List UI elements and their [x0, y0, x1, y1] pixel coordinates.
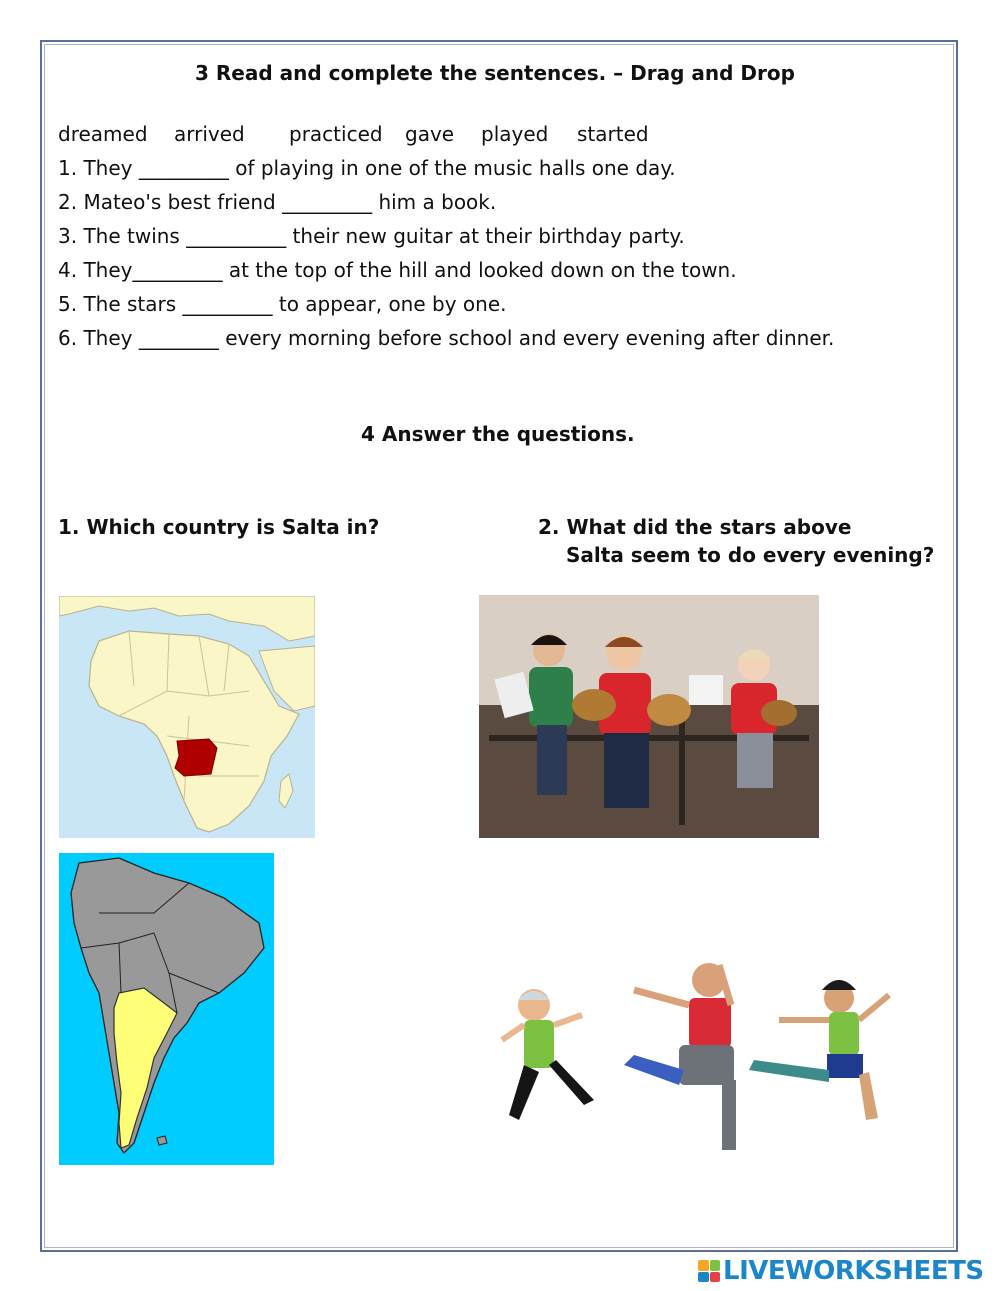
word-option[interactable]: dreamed: [58, 122, 148, 146]
africa-map[interactable]: [59, 596, 315, 838]
sentence-3: 3. The twins __________ their new guitar at their birthday party.: [58, 224, 685, 248]
word-option[interactable]: gave: [405, 122, 455, 146]
dancers-photo-svg: [494, 960, 894, 1166]
sentence-1: 1. They _________ of playing in one of the music halls one day.: [58, 156, 676, 180]
liveworksheets-logo: [698, 1257, 984, 1285]
word-option[interactable]: arrived: [174, 122, 245, 146]
section3-title: 3 Read and complete the sentences. – Drag and Drop: [195, 61, 795, 85]
sentence-4: 4. They_________ at the top of the hill and looked down on the town.: [58, 258, 737, 282]
orchestra-photo-svg: [479, 595, 819, 838]
orchestra-photo[interactable]: [479, 595, 819, 838]
question-2-line1: 2. What did the stars above: [538, 515, 852, 539]
africa-map-svg: [59, 596, 315, 838]
section4-title: 4 Answer the questions.: [361, 422, 635, 446]
logo-mark-icon: [698, 1260, 720, 1282]
question-1: 1. Which country is Salta in?: [58, 515, 380, 539]
sentence-2: 2. Mateo's best friend _________ him a book.: [58, 190, 497, 214]
word-option[interactable]: played: [481, 122, 549, 146]
logo-text: LIVEWORKSHEETS: [723, 1256, 984, 1286]
sentence-5: 5. The stars _________ to appear, one by one.: [58, 292, 507, 316]
south-america-map[interactable]: [59, 853, 274, 1165]
word-option[interactable]: practiced: [289, 122, 383, 146]
south-america-map-svg: [59, 853, 274, 1165]
sentence-6: 6. They ________ every morning before school and every evening after dinner.: [58, 326, 835, 350]
question-2-line2: Salta seem to do every evening?: [566, 543, 935, 567]
word-option[interactable]: started: [577, 122, 649, 146]
dancers-photo[interactable]: [494, 960, 894, 1166]
